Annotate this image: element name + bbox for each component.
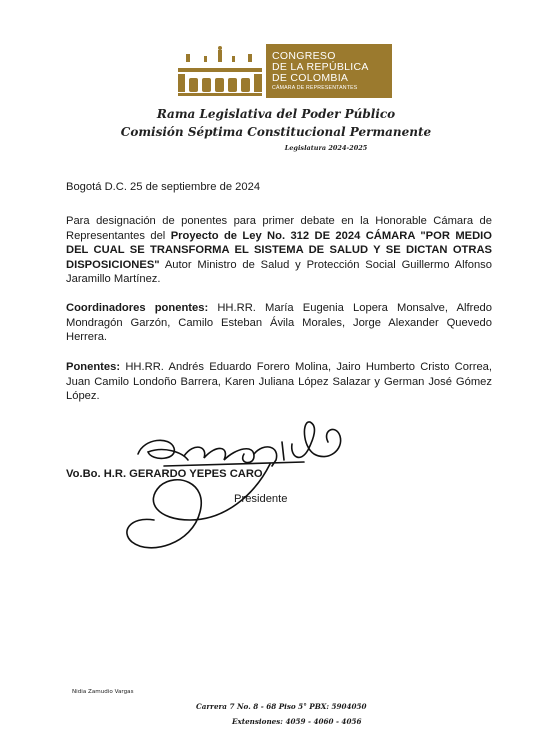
logo-wordmark bbox=[266, 44, 392, 98]
designation-text: Para designación de ponentes para primer debate en la Honorable Cámara de Representantes del bbox=[66, 215, 492, 242]
footer-extensions: Extensiones: 4059 - 4060 - 4056 bbox=[232, 717, 362, 726]
bill-author: Autor Ministro de Salud y Protección Social Guillermo Alfonso Jaramillo Martínez. bbox=[66, 258, 492, 286]
coordinators-label: Coordinadores ponentes: bbox=[66, 302, 209, 314]
ponentes-names: HH.RR. Andrés Eduardo Forero Molina, Jairo Humberto Cristo Correa, Juan Camilo Londoño Barrera, Karen Juliana López Salazar y German José Gómez López. bbox=[66, 361, 492, 403]
paragraph-ponentes bbox=[66, 360, 492, 404]
header-legislature: Legislatura 2024-2025 bbox=[284, 144, 368, 152]
header-branch: Rama Legislativa del Poder Público bbox=[156, 107, 396, 121]
congreso-logo bbox=[174, 44, 392, 98]
logo-line-3: DE COLOMBIA bbox=[272, 71, 349, 84]
capitol-building-icon bbox=[174, 44, 266, 98]
logo-line-4: CÁMARA DE REPRESENTANTES bbox=[272, 84, 358, 91]
header-commission: Comisión Séptima Constitucional Permanente bbox=[120, 125, 432, 139]
approval-line: Vo.Bo. H.R. GERARDO YEPES CARO bbox=[66, 468, 263, 480]
logo-line-1: CONGRESO bbox=[272, 49, 336, 62]
author-initials: Nidia Zamudio Vargas bbox=[72, 689, 134, 695]
ponentes-label: Ponentes: bbox=[66, 361, 121, 373]
logo-line-2: DE LA REPÚBLICA bbox=[272, 60, 369, 73]
footer-address: Carrera 7 No. 8 - 68 Piso 5° PBX: 5904050 bbox=[196, 702, 367, 711]
signer-role: Presidente bbox=[234, 493, 288, 505]
coordinators-names: HH.RR. María Eugenia Lopera Monsalve, Alfredo Mondragón Garzón, Camilo Esteban Ávila Morales, Jorge Alexander Quevedo Herrera. bbox=[66, 302, 492, 344]
paragraph-coordinators bbox=[66, 301, 492, 345]
paragraph-designation bbox=[66, 214, 492, 287]
handwritten-signature bbox=[104, 416, 374, 568]
bill-title: Proyecto de Ley No. 312 DE 2024 CÁMARA "POR MEDIO DEL CUAL SE TRANSFORMA EL SISTEMA DE SALUD Y SE DICTAN OTRAS DISPOSICIONES" bbox=[66, 229, 492, 271]
document-date: Bogotá D.C. 25 de septiembre de 2024 bbox=[66, 181, 261, 193]
